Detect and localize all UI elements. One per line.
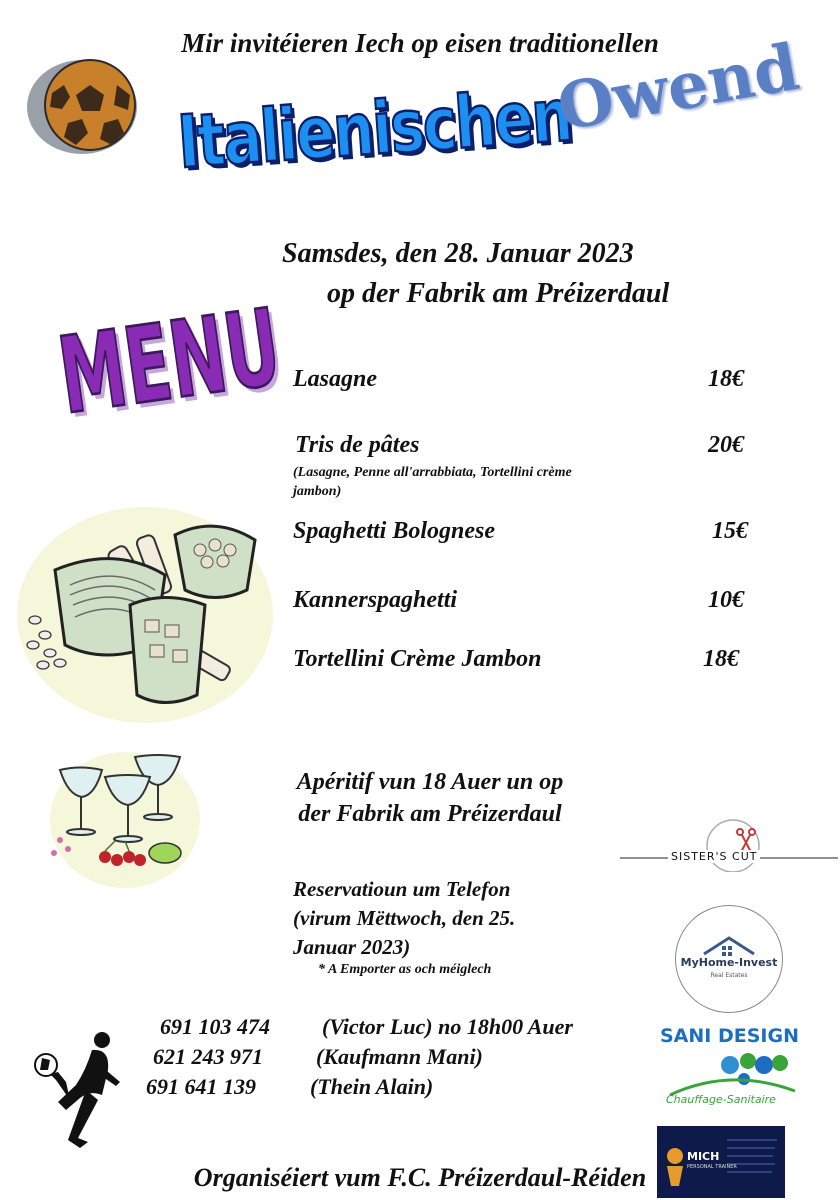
mich-subtext: PERSONAL TRAINER xyxy=(687,1164,737,1170)
event-location: op der Fabrik am Préizerdaul xyxy=(327,278,670,309)
reservation-line3: Januar 2023) xyxy=(293,935,411,959)
contact-number: 621 243 971 xyxy=(153,1044,263,1069)
contact-number: 691 641 139 xyxy=(146,1074,256,1099)
menu-item-name: Tortellini Crème Jambon xyxy=(293,646,542,672)
football-player-icon xyxy=(30,1030,130,1155)
menu-item-price: 20€ xyxy=(708,432,744,458)
myhome-invest-subtext: Real Estates xyxy=(710,972,748,979)
menu-item-name: Lasagne xyxy=(293,366,377,392)
menu-item-description: jambon) xyxy=(293,484,342,499)
title-italienischen: Italienischen xyxy=(175,72,574,185)
menu-heading: MENU xyxy=(52,287,288,439)
menu-item-price: 15€ xyxy=(712,518,748,544)
menu-item-name: Tris de pâtes xyxy=(295,432,420,458)
sani-design-subtext: Chauffage-Sanitaire xyxy=(666,1093,776,1106)
contact-name: (Kaufmann Mani) xyxy=(316,1044,483,1069)
aperitif-text xyxy=(265,766,595,830)
menu-item-price: 18€ xyxy=(708,366,744,392)
contact-name: (Victor Luc) no 18h00 Auer xyxy=(322,1014,573,1039)
title-owend: Owend xyxy=(552,29,805,146)
sani-design-logo xyxy=(660,1025,800,1110)
invitation-line: Mir invitéieren Iech op eisen traditionellen xyxy=(181,28,659,58)
mich-text: MICH xyxy=(687,1150,720,1163)
menu-item-name: Kannerspaghetti xyxy=(293,587,458,613)
event-date: Samsdes, den 28. Januar 2023 xyxy=(282,238,634,269)
myhome-invest-logo xyxy=(675,905,783,1013)
contact-number: 691 103 474 xyxy=(160,1014,270,1039)
menu-item-price: 10€ xyxy=(708,587,744,613)
organizer-footer: Organiséiert vum F.C. Préizerdaul-Réiden xyxy=(193,1163,647,1192)
sisters-cut-logo xyxy=(620,812,838,872)
contact-name: (Thein Alain) xyxy=(310,1074,434,1099)
takeaway-note: * A Emporter as och méiglech xyxy=(318,962,492,977)
myhome-invest-text: MyHome-Invest xyxy=(680,956,778,969)
sisters-cut-text: SISTER'S CUT xyxy=(668,850,760,863)
menu-item-description: (Lasagne, Penne all'arrabbiata, Tortellini crème xyxy=(293,465,572,480)
aperitif-line2: der Fabrik am Préizerdaul xyxy=(298,801,562,827)
reservation-line1: Reservatioun um Telefon xyxy=(293,877,511,901)
aperitif-glasses-illustration xyxy=(40,745,200,895)
menu-item-name: Spaghetti Bolognese xyxy=(293,518,496,544)
sani-design-text: SANI DESIGN xyxy=(660,1025,799,1047)
reservation-text xyxy=(293,875,623,962)
pasta-illustration xyxy=(15,495,275,725)
reservation-line2: (virum Mëttwoch, den 25. xyxy=(293,906,516,930)
aperitif-line1: Apéritif vun 18 Auer un op xyxy=(296,769,564,795)
handball-icon xyxy=(12,55,142,160)
menu-item-price: 18€ xyxy=(703,646,739,672)
